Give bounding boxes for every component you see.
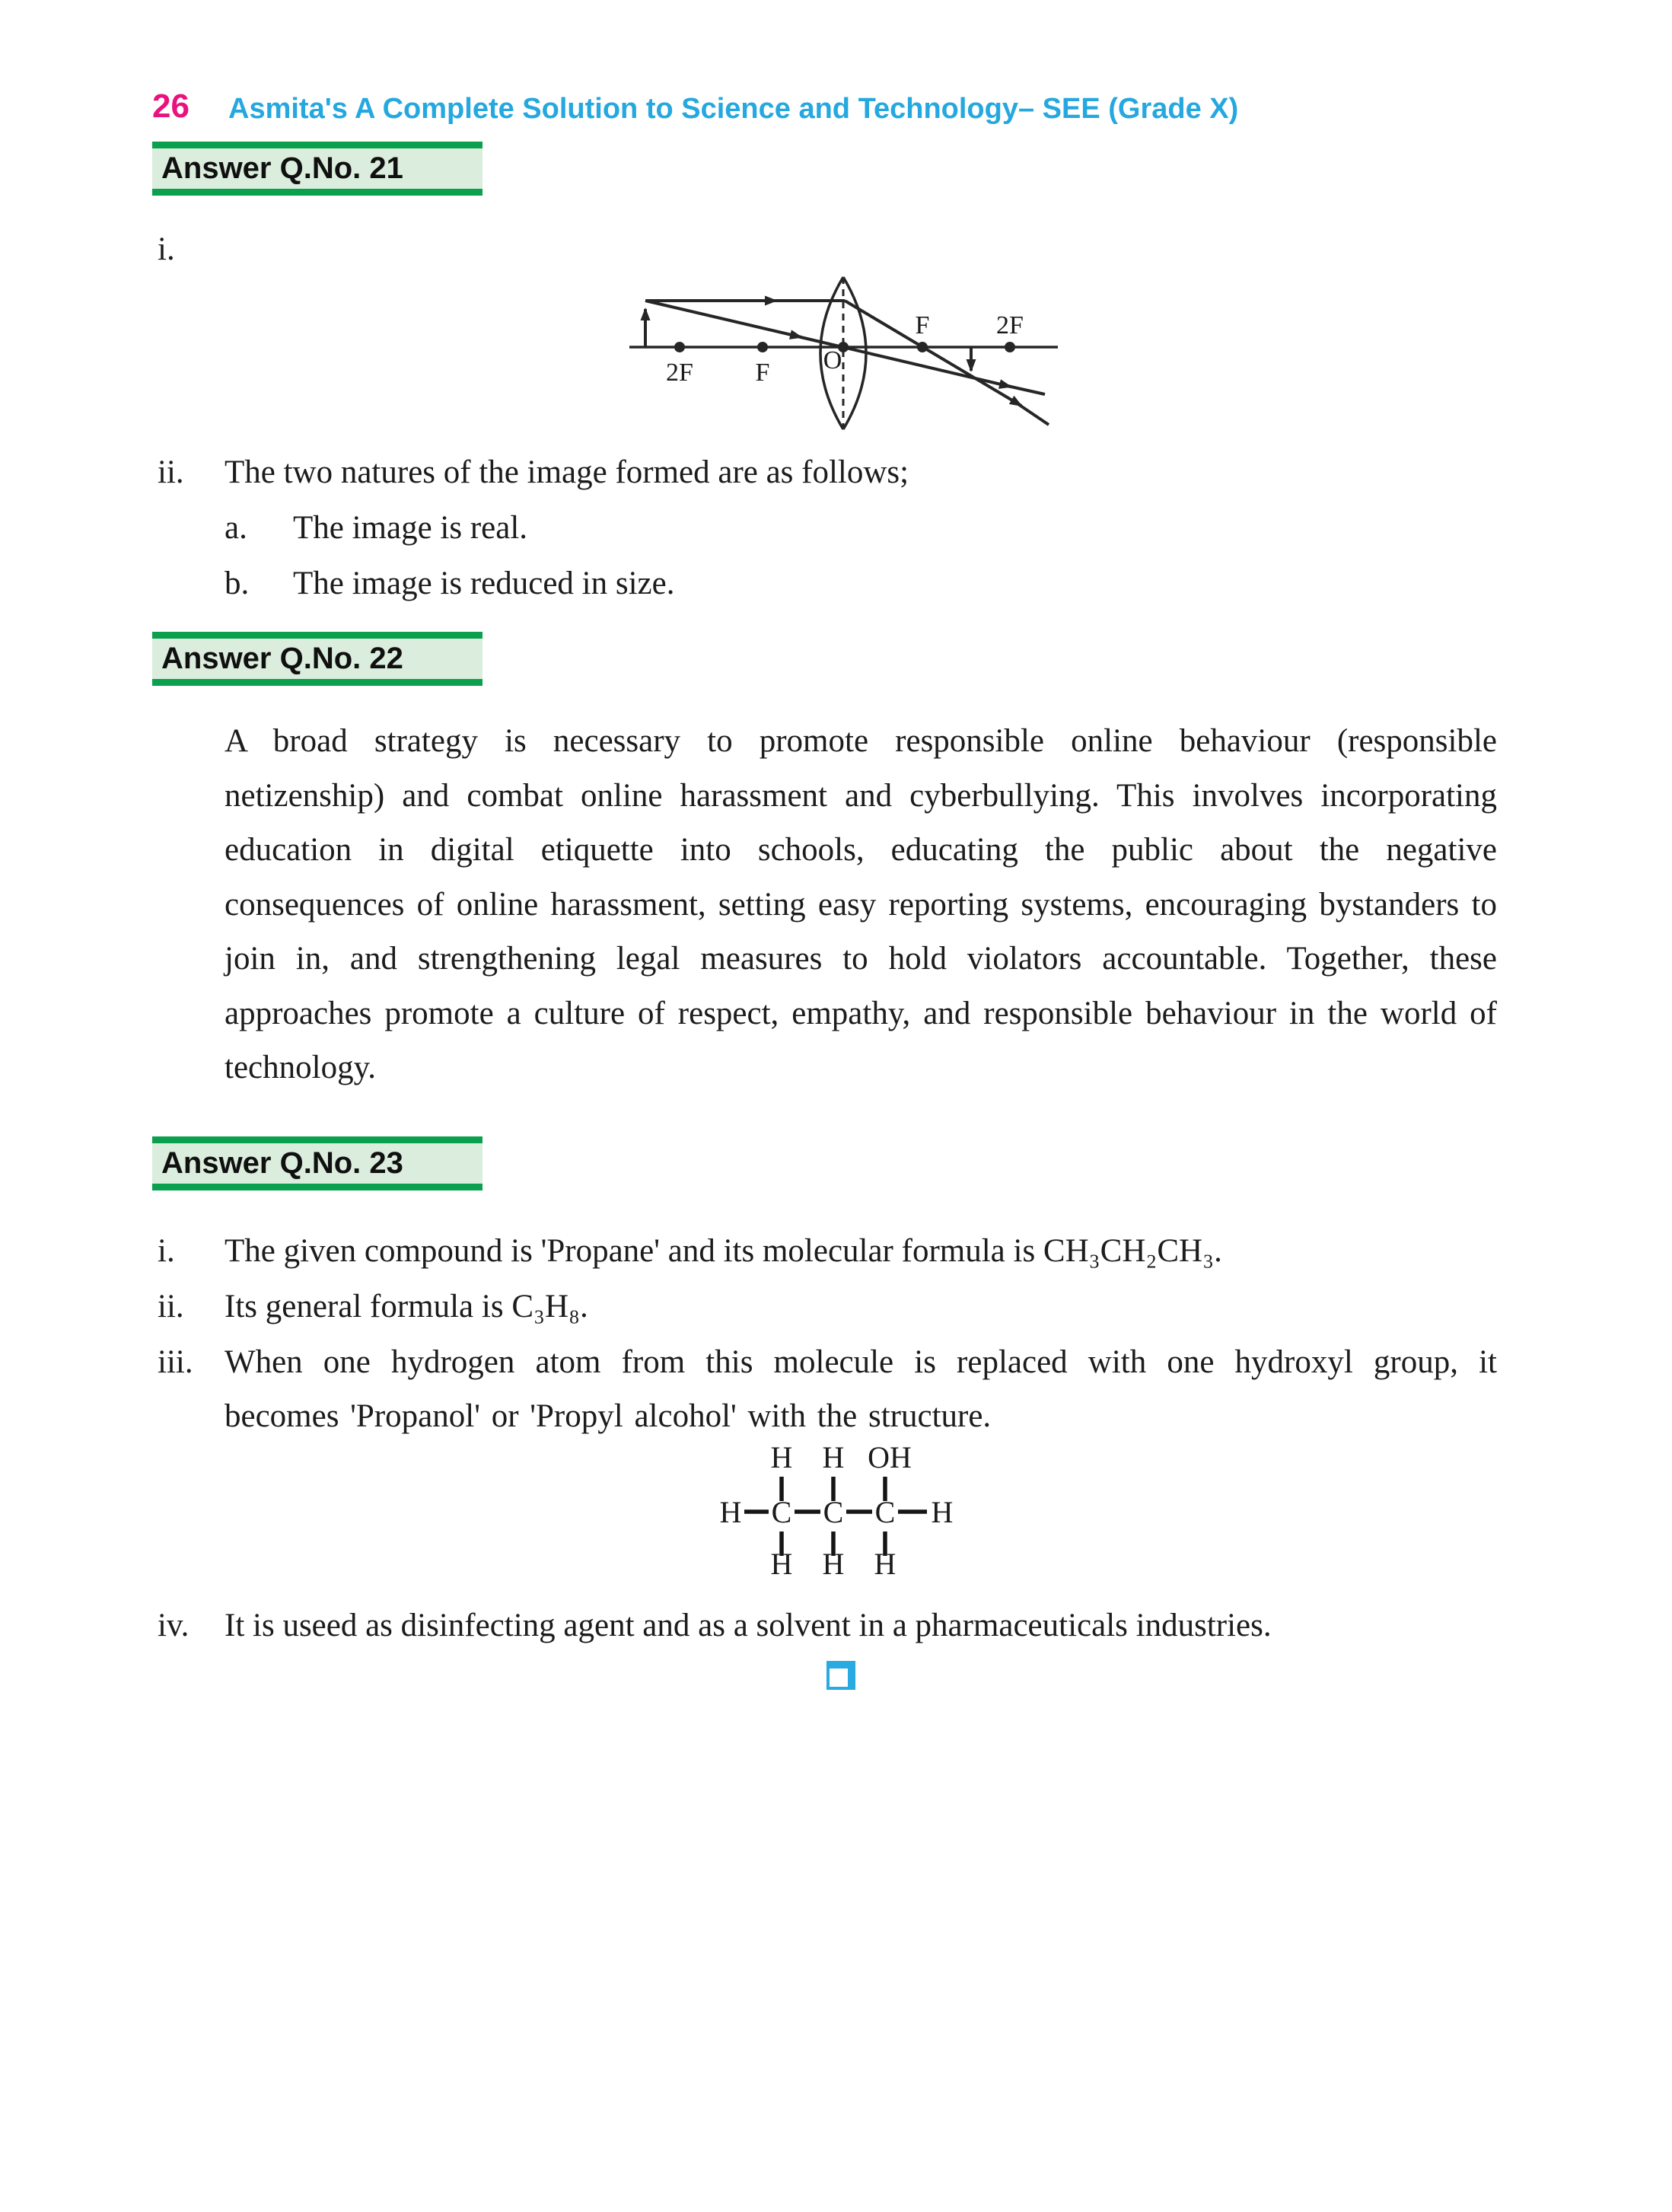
atom-c-2: C	[823, 1495, 844, 1529]
sub-item-a-text: The image is real.	[293, 510, 528, 546]
atom-h-right: H	[931, 1495, 954, 1529]
item-ii-q23	[158, 1280, 588, 1334]
label-o-center: O	[823, 346, 842, 375]
item-ii-marker-q23: ii.	[158, 1289, 184, 1324]
item-ii-text-q21: The two natures of the image formed are as follows;	[225, 454, 909, 490]
central-ray-incident	[645, 301, 801, 337]
answer-21-heading	[152, 142, 482, 196]
lens-ray-diagram	[620, 266, 1062, 445]
item-iv-text-q23: It is useed as disinfecting agent and as a solvent in a pharmaceuticals industries.	[225, 1608, 1272, 1643]
item-ii-marker-q21: ii.	[158, 454, 184, 490]
central-ray-tail	[1008, 386, 1045, 394]
atom-h-bottom-1: H	[770, 1547, 793, 1581]
propanol-structure-diagram	[700, 1433, 974, 1585]
answer-21-heading-label: Answer Q.No. 21	[161, 151, 403, 185]
item-iii-text-q23: When one hydrogen atom from this molecule is replaced with one hydroxyl group, it becomes 'Propanol' or 'Propyl alcohol' with the structure.	[225, 1344, 1497, 1434]
atom-h-top-2: H	[822, 1440, 845, 1474]
sub-item-a-marker: a.	[225, 510, 247, 546]
answer-23-heading-label: Answer Q.No. 23	[161, 1146, 403, 1180]
label-f-left: F	[755, 359, 770, 387]
answer-23-heading	[152, 1136, 482, 1190]
refracted-ray-tail	[1018, 404, 1049, 425]
focal-point-2f-left-dot	[674, 342, 685, 352]
sub-item-b-marker: b.	[225, 566, 250, 601]
focal-point-f-left-dot	[757, 342, 768, 352]
atom-h-bottom-3: H	[874, 1547, 897, 1581]
answer-22-paragraph: A broad strategy is necessary to promote responsible online behaviour (responsible netizenship) and combat online harassment and cyberbullying. This involves incorporating education in digital etiquette into schools, educating the public about the negative consequences of online harassment, setting easy reporting systems, encouraging bystanders to join in, and strengthening legal measures to hold violators accountable. Together, these approaches promote a culture of respect, empathy, and responsible behaviour in the world of technology.	[225, 723, 1497, 1085]
item-ii-text-q23: Its general formula is C₃H₈.	[225, 1289, 588, 1324]
atom-h-bottom-2: H	[822, 1547, 845, 1581]
answer-22-heading-label: Answer Q.No. 22	[161, 642, 403, 675]
book-title: Asmita's A Complete Solution to Science and Technology– SEE (Grade X)	[228, 93, 1239, 125]
answer-22-heading	[152, 632, 482, 686]
end-of-answer-icon	[826, 1661, 855, 1690]
sub-item-b-text: The image is reduced in size.	[293, 566, 675, 601]
atom-c-1: C	[771, 1495, 792, 1529]
item-i-marker-q21: i.	[158, 231, 175, 267]
atom-h-left: H	[719, 1495, 742, 1529]
page-number: 26	[152, 88, 189, 125]
focal-point-2f-right-dot	[1005, 342, 1015, 352]
item-i-marker-q23: i.	[158, 1233, 175, 1269]
item-i-text-q23: The given compound is 'Propane' and its molecular formula is CH₃CH₂CH₃.	[225, 1233, 1222, 1269]
label-2f-left: 2F	[666, 359, 693, 387]
item-iii-marker-q23: iii.	[158, 1344, 193, 1380]
item-ii-q21	[158, 445, 909, 499]
item-iii-q23	[158, 1335, 1497, 1443]
atom-oh-top: OH	[868, 1440, 912, 1474]
sub-item-a-q21	[225, 501, 527, 555]
atom-h-top-1: H	[770, 1440, 793, 1474]
label-2f-right: 2F	[996, 311, 1024, 339]
item-i-q23	[158, 1224, 1222, 1278]
item-iv-q23	[158, 1598, 1272, 1653]
item-iv-marker-q23: iv.	[158, 1608, 189, 1643]
sub-item-b-q21	[225, 556, 674, 610]
label-f-right: F	[915, 311, 930, 339]
atom-c-3: C	[874, 1495, 896, 1529]
